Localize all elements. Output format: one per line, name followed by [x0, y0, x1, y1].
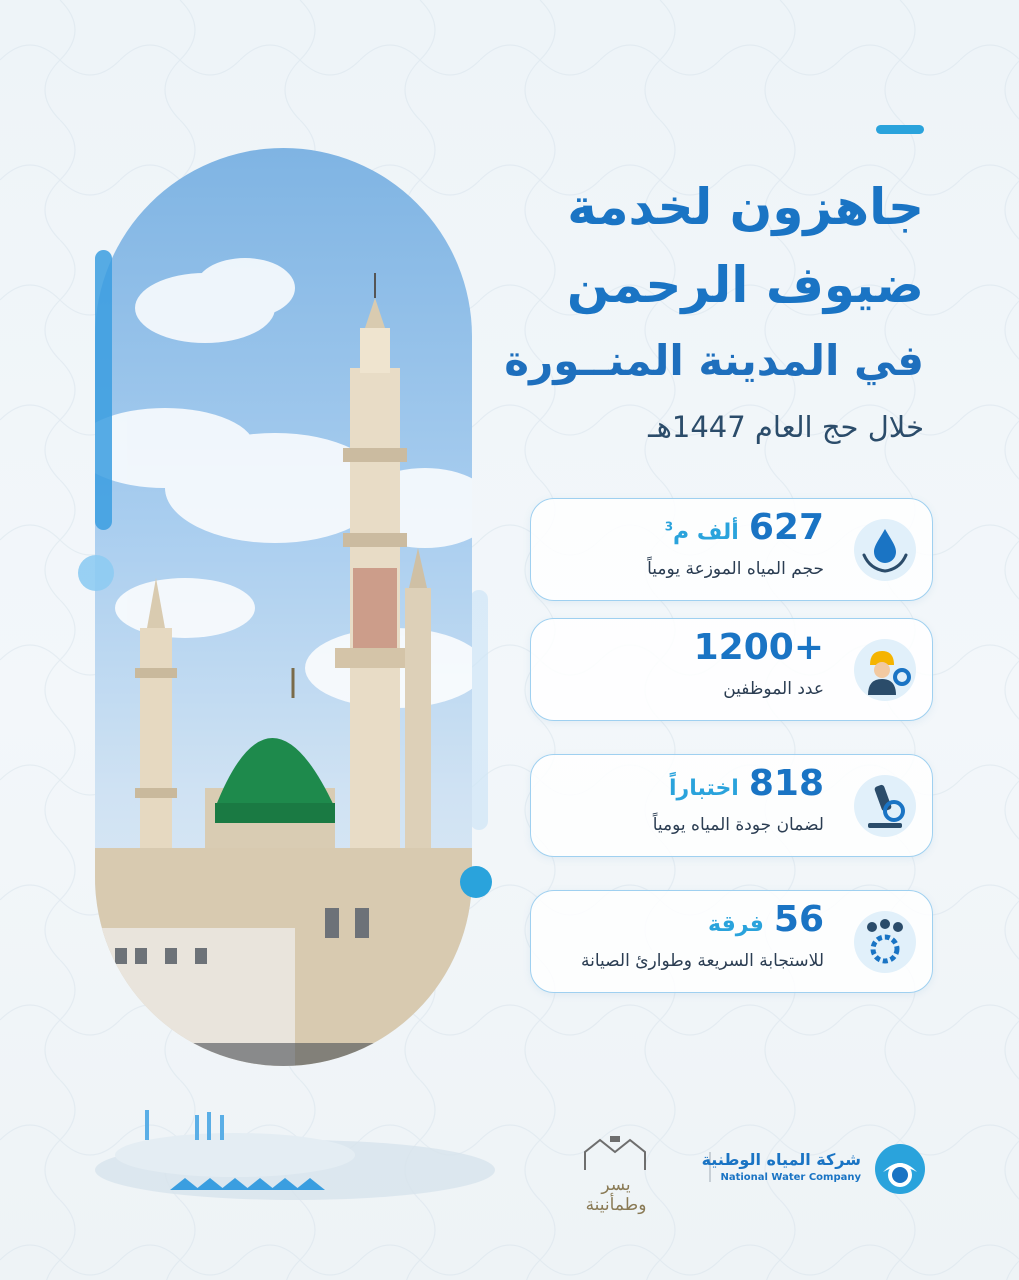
stat-value [669, 763, 824, 804]
stat-number: 818 [748, 763, 824, 804]
main-minaret [335, 273, 415, 928]
stat-value [708, 899, 824, 940]
stat-label: عدد الموظفين [723, 679, 824, 699]
stat-card-employees [530, 618, 933, 721]
campaign-name: يسر وطمأنينة [585, 1175, 647, 1215]
stat-number: 56 [773, 899, 824, 940]
headline-line-3: في المدينة المنــورة [504, 336, 924, 385]
team-gears-icon [852, 909, 918, 975]
stat-value [665, 507, 824, 548]
stat-card-tests [530, 754, 933, 857]
stat-card-water [530, 498, 933, 601]
mosque-photo [95, 148, 472, 1066]
headline-line-1: جاهزون لخدمة [567, 178, 924, 236]
stat-unit: ألف م$^3$ [664, 519, 739, 545]
engineer-gear-icon [852, 637, 918, 703]
national-water-company-logo [873, 1142, 927, 1196]
decorative-bar [95, 250, 112, 530]
stat-number: 627 [748, 507, 824, 548]
stat-unit: فرقة [708, 912, 764, 937]
stat-card-teams [530, 890, 933, 993]
stat-label: للاستجابة السريعة وطوارئ الصيانة [581, 951, 824, 971]
green-dome [205, 668, 335, 848]
accent-bar [876, 125, 924, 134]
stat-unit: اختباراً [669, 776, 739, 801]
company-name-en: National Water Company [720, 1172, 861, 1183]
water-drop-hands-icon [852, 517, 918, 583]
headline-line-4: خلال حج العام 1447هـ [648, 410, 924, 444]
small-minaret [405, 548, 431, 888]
stat-label: لضمان جودة المياه يومياً [652, 815, 824, 835]
decorative-dot [460, 866, 492, 898]
stat-label: حجم المياه الموزعة يومياً [647, 559, 824, 579]
stat-value [694, 627, 824, 668]
decorative-dot [78, 555, 114, 591]
microscope-icon [852, 773, 918, 839]
decorative-line [470, 590, 488, 830]
headline-line-2: ضيوف الرحمن [566, 256, 924, 314]
stat-number: +1200 [693, 627, 824, 668]
company-name-ar: شركة المياه الوطنية [701, 1150, 861, 1169]
bottom-decorative-art [95, 1100, 515, 1210]
